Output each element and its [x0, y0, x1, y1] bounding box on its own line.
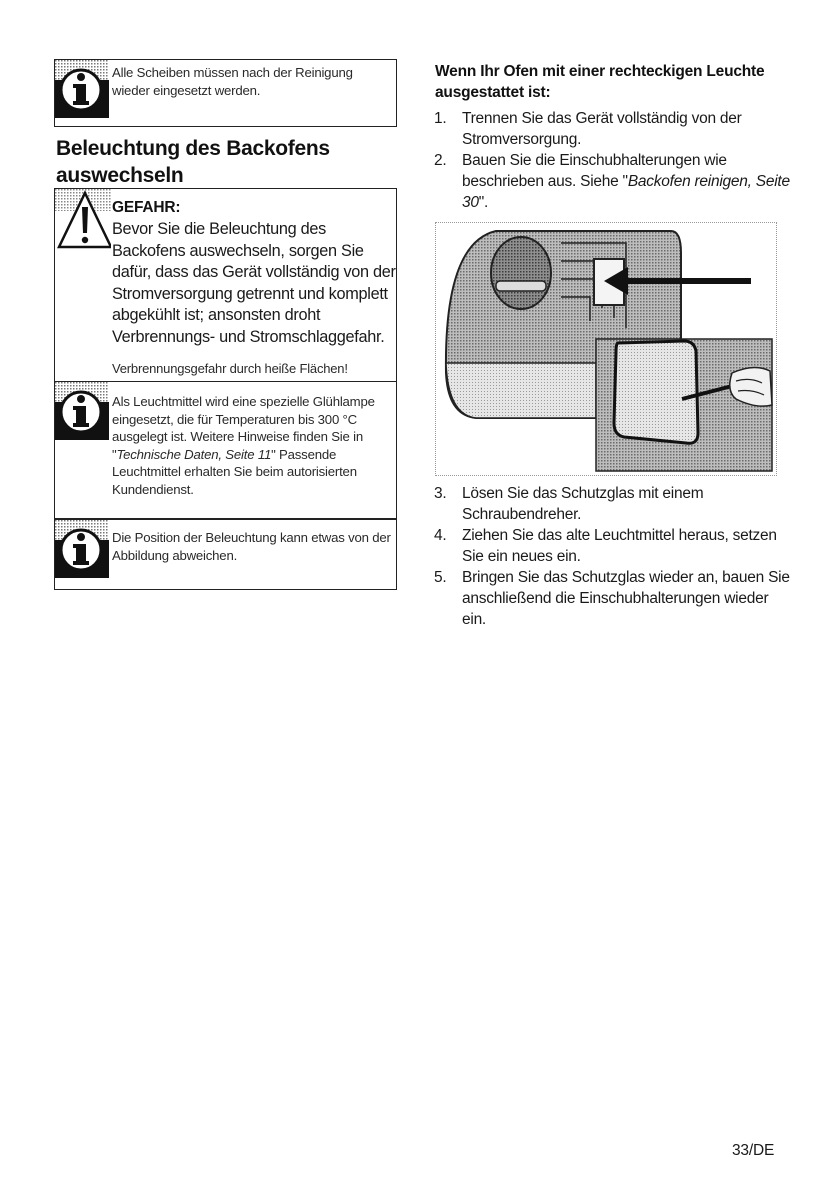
danger-small-text: Verbrennungsgefahr durch heiße Flächen! — [112, 361, 348, 376]
danger-title: GEFAHR: — [112, 199, 181, 216]
oven-lamp-illustration — [435, 222, 777, 476]
step-item: 5. Bringen Sie das Schutzglas wieder an, bauen Sie anschließend die Einschubhalterungen wieder ein. — [434, 569, 790, 628]
danger-body: Bevor Sie die Beleuchtung des Backofens auswechseln, sorgen Sie dafür, dass das Gerät vollständig von der Stromversorgung getrennt und komplett abgekühlt ist; ansonsten droht Verbrennungs- und Stromschlaggefahr. — [112, 220, 396, 346]
steps-list-before — [434, 108, 794, 213]
step-item: 2. Bauen Sie die Einschubhalterungen wie beschrieben aus. Siehe "Backofen reinigen, Seite 30". — [434, 152, 790, 211]
info-note-position — [54, 519, 397, 590]
info-icon — [55, 520, 109, 576]
step-item: 1. Trennen Sie das Gerät vollständig von der Stromversorgung. — [434, 110, 742, 148]
info-note-text: Als Leuchtmittel wird eine spezielle Glühlampe eingesetzt, die für Temperaturen bis 300 °C ausgelegt ist. Weitere Hinweise finden Sie in "Technische Daten, Seite 11" Passende Leuchtmittel erhalten Sie beim autorisierten Kundendienst. — [112, 394, 375, 497]
info-note-lamp — [54, 381, 397, 519]
info-note-glass — [54, 59, 397, 127]
warning-icon — [55, 189, 111, 249]
info-note-text: Alle Scheiben müssen nach der Reinigung wieder eingesetzt werden. — [112, 65, 353, 98]
step-item: 3. Lösen Sie das Schutzglas mit einem Schraubendreher. — [434, 485, 704, 523]
section-title: Beleuchtung des Backofens auswechseln — [56, 137, 330, 187]
rectangular-lamp-heading: Wenn Ihr Ofen mit einer rechteckigen Leuchte ausgestattet ist: — [435, 63, 765, 101]
page-number: 33/DE — [732, 1142, 775, 1159]
info-note-text: Die Position der Beleuchtung kann etwas von der Abbildung abweichen. — [112, 530, 391, 563]
info-icon — [55, 60, 109, 116]
step-item: 4. Ziehen Sie das alte Leuchtmittel heraus, setzen Sie ein neues ein. — [434, 527, 777, 565]
steps-list-after — [434, 483, 794, 630]
info-icon — [55, 382, 109, 438]
